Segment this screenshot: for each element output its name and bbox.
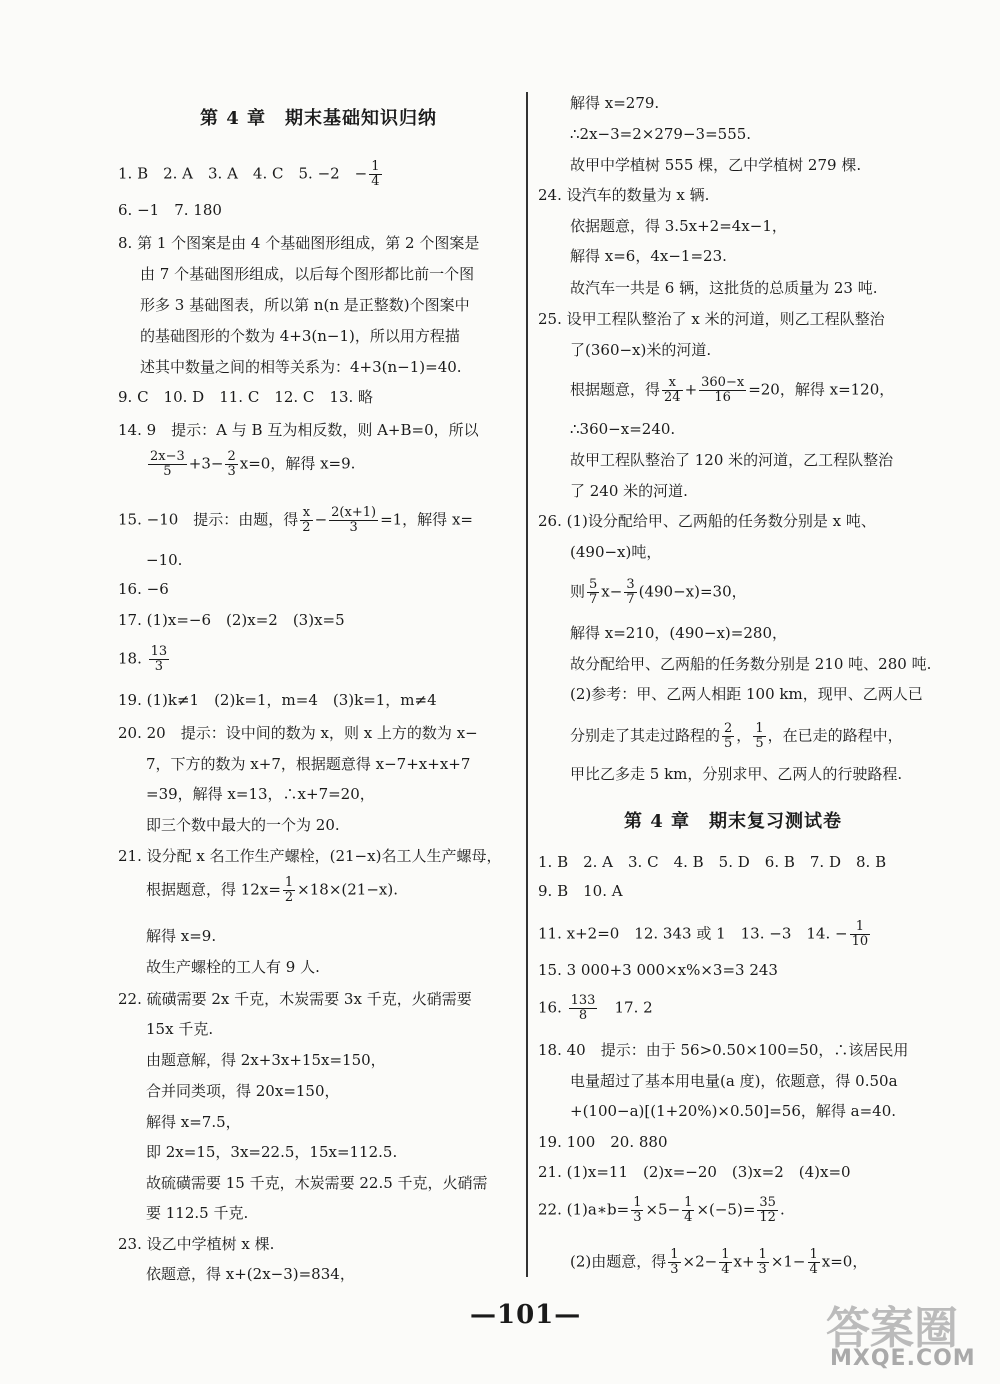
- answer-line: 即 2x=15，3x=22.5，15x=112.5.: [146, 1143, 398, 1161]
- answer-line: 22. 硫磺需要 2x 千克，木炭需要 3x 千克，火硝需要: [118, 990, 472, 1008]
- answer-line: 分别走了其走过路程的 $\frac{2}{5}$ ， $\frac{1}{5}$ ，在已走的路程中，: [570, 721, 903, 751]
- answer-line: 了(360−x)米的河道.: [570, 341, 712, 359]
- answer-line: 即三个数中最大的一个为 20.: [146, 816, 340, 834]
- answer-line: 要 112.5 千克.: [146, 1204, 249, 1222]
- answer-line: 11. x+2=0 12. 343 或 1 13. −3 14. − $\frac{1}{10}$: [538, 919, 869, 949]
- answer-line: 24. 设汽车的数量为 x 辆.: [538, 186, 710, 204]
- answer-line: +(100−a)[(1+20%)×0.50]=56，解得 a=40.: [570, 1102, 897, 1120]
- answer-line: 故汽车一共是 6 辆，这批货的总质量为 23 吨.: [570, 279, 878, 297]
- answer-line: 1. B 2. A 3. A 4. C 5. −2 − $\frac{1}{4}$: [118, 159, 380, 189]
- answer-line: 故甲中学植树 555 棵，乙中学植树 279 棵.: [570, 156, 862, 174]
- answer-line: 25. 设甲工程队整治了 x 米的河道，则乙工程队整治: [538, 310, 885, 328]
- answer-line: (2)参考：甲、乙两人相距 100 km，现甲、乙两人已: [570, 685, 923, 703]
- answer-line: 解得 x=9.: [146, 927, 217, 945]
- column-divider: [526, 92, 528, 1277]
- answer-line: 9. C 10. D 11. C 12. C 13. 略: [118, 388, 374, 406]
- answer-line: $\frac{2x-3}{5}$ +3− $\frac{2}{3}$ x=0，解得 x=9.: [150, 449, 356, 479]
- answer-line: 8. 第 1 个图案是由 4 个基础图形组成，第 2 个图案是: [118, 234, 480, 252]
- fraction: $\frac{133}{8}$: [570, 993, 596, 1023]
- fraction: $\frac{1}{4}$: [809, 1247, 818, 1277]
- fraction: $\frac{2}{5}$: [724, 721, 733, 751]
- fraction: $\frac{360-x}{16}$: [701, 375, 745, 405]
- answer-line: ∴2x−3=2×279−3=555.: [570, 125, 752, 143]
- answer-line: 述其中数量之间的相等关系为：4+3(n−1)=40.: [140, 358, 462, 376]
- answer-line: =39，解得 x=13，∴x+7=20，: [146, 785, 375, 803]
- answer-line: 21. (1)x=11 (2)x=−20 (3)x=2 (4)x=0: [538, 1163, 851, 1181]
- fraction: $\frac{2(x+1)}{3}$: [331, 505, 377, 535]
- answer-line: 依据题意，得 3.5x+2=4x−1，: [570, 217, 787, 235]
- fraction: $\frac{1}{2}$: [284, 875, 294, 905]
- watermark-logo: 答案圈: [826, 1303, 958, 1354]
- fraction: $\frac{1}{4}$: [371, 159, 380, 189]
- answer-line: 故分配给甲、乙两船的任务数分别是 210 吨、280 吨.: [570, 655, 932, 673]
- answer-line: 26. (1)设分配给甲、乙两船的任务数分别是 x 吨、: [538, 512, 876, 530]
- answer-line: 9. B 10. A: [538, 882, 623, 900]
- answer-line: ∴360−x=240.: [570, 420, 676, 438]
- answer-line: 故硫磺需要 15 千克，木炭需要 22.5 千克，火硝需: [146, 1174, 488, 1192]
- answer-line: (2)由题意，得 $\frac{1}{3}$ ×2− $\frac{1}{4}$ x+ $\frac{1}{3}$ ×1− $\frac{1}{4}$ x=0，: [570, 1247, 868, 1277]
- answer-line: 22. (1)a∗b= $\frac{1}{3}$ ×5− $\frac{1}{4}$ ×(−5)= $\frac{35}{12}$ .: [538, 1195, 785, 1225]
- answer-line: −10.: [146, 551, 183, 569]
- answer-line: 解得 x=6，4x−1=23.: [570, 247, 727, 265]
- answer-line: 甲比乙多走 5 km，分别求甲、乙两人的行驶路程.: [570, 765, 903, 783]
- answer-line: 14. 9 提示：A 与 B 互为相反数，则 A+B=0，所以: [118, 421, 479, 439]
- answer-line: 根据题意，得 $\frac{x}{24}$ + $\frac{360-x}{16}$ =20，解得 x=120，: [570, 375, 895, 405]
- answer-line: 23. 设乙中学植树 x 棵.: [118, 1235, 275, 1253]
- answer-line: 解得 x=210，(490−x)=280，: [570, 624, 787, 642]
- answer-line: 的基础图形的个数为 4+3(n−1)，所以用方程描: [140, 327, 460, 345]
- answer-line: 18. 40 提示：由于 56>0.50×100=50，∴该居民用: [538, 1041, 909, 1059]
- answer-line: 形多 3 基础图表，所以第 n(n 是正整数)个图案中: [140, 296, 470, 314]
- answer-line: 15. 3 000+3 000×x%×3=3 243: [538, 961, 778, 979]
- fraction: $\frac{2x-3}{5}$: [150, 449, 185, 479]
- answer-line: 6. −1 7. 180: [118, 201, 222, 219]
- answer-line: 16. −6: [118, 580, 169, 598]
- fraction: $\frac{5}{7}$: [589, 577, 598, 607]
- answer-line: 由题意解，得 2x+3x+15x=150，: [146, 1051, 386, 1069]
- answer-line: 解得 x=279.: [570, 94, 660, 112]
- fraction: $\frac{1}{4}$: [684, 1195, 693, 1225]
- fraction: $\frac{2}{3}$: [227, 449, 236, 479]
- answer-line: 了 240 米的河道.: [570, 482, 688, 500]
- answer-line: 依题意，得 x+(2x−3)=834，: [146, 1265, 355, 1283]
- answer-line: 16. $\frac{133}{8}$ 17. 2: [538, 993, 653, 1023]
- fraction: $\frac{3}{7}$: [626, 577, 635, 607]
- fraction: $\frac{13}{3}$: [150, 644, 168, 674]
- fraction: $\frac{1}{3}$: [758, 1247, 767, 1277]
- answer-line: 15. −10 提示：由题，得 $\frac{x}{2}$ − $\frac{2(x+1)}{3}$ =1，解得 x=: [118, 505, 473, 535]
- answer-line: 15x 千克.: [146, 1020, 214, 1038]
- answer-line: 21. 设分配 x 名工作生产螺栓，(21−x)名工人生产螺母，: [118, 847, 502, 865]
- fraction: $\frac{1}{5}$: [755, 721, 764, 751]
- answer-line: 18. $\frac{13}{3}$: [118, 644, 168, 674]
- answer-line: 1. B 2. A 3. C 4. B 5. D 6. B 7. D 8. B: [538, 853, 887, 871]
- answer-line: 故生产螺栓的工人有 9 人.: [146, 958, 320, 976]
- watermark-url: MXQE.COM: [830, 1346, 976, 1371]
- answer-line: 解得 x=7.5，: [146, 1113, 241, 1131]
- fraction: $\frac{x}{2}$: [302, 505, 311, 535]
- answer-line: 故甲工程队整治了 120 米的河道，乙工程队整治: [570, 451, 894, 469]
- fraction: $\frac{1}{10}$: [851, 919, 869, 949]
- answer-line: 17. (1)x=−6 (2)x=2 (3)x=5: [118, 611, 345, 629]
- answer-line: 19. 100 20. 880: [538, 1133, 668, 1151]
- answer-line: 合并同类项，得 20x=150，: [146, 1082, 340, 1100]
- fraction: $\frac{35}{12}$: [759, 1195, 776, 1225]
- section-heading-summary: 第 4 章 期末基础知识归纳: [200, 108, 438, 129]
- answer-line: 电量超过了基本用电量(a 度)，依题意，得 0.50a: [570, 1072, 898, 1090]
- answer-line: 根据题意，得 12x= $\frac{1}{2}$ ×18×(21−x).: [146, 875, 398, 905]
- fraction: $\frac{x}{24}$: [664, 375, 681, 405]
- section-heading-review-test: 第 4 章 期末复习测试卷: [624, 811, 843, 832]
- answer-line: 20. 20 提示：设中间的数为 x，则 x 上方的数为 x−: [118, 724, 478, 742]
- fraction: $\frac{1}{4}$: [721, 1247, 730, 1277]
- fraction: $\frac{1}{3}$: [670, 1247, 679, 1277]
- answer-line: 则 $\frac{5}{7}$ x− $\frac{3}{7}$ (490−x)=30，: [570, 577, 747, 607]
- answer-line: 由 7 个基础图形组成，以后每个图形都比前一个图: [140, 265, 475, 283]
- answer-line: 19. (1)k≠1 (2)k=1，m=4 (3)k=1，m≠4: [118, 691, 437, 709]
- answer-line: 7，下方的数为 x+7，根据题意得 x−7+x+x+7: [146, 755, 471, 773]
- fraction: $\frac{1}{3}$: [633, 1195, 642, 1225]
- page-number: —101—: [470, 1300, 582, 1330]
- answer-line: (490−x)吨，: [570, 543, 662, 561]
